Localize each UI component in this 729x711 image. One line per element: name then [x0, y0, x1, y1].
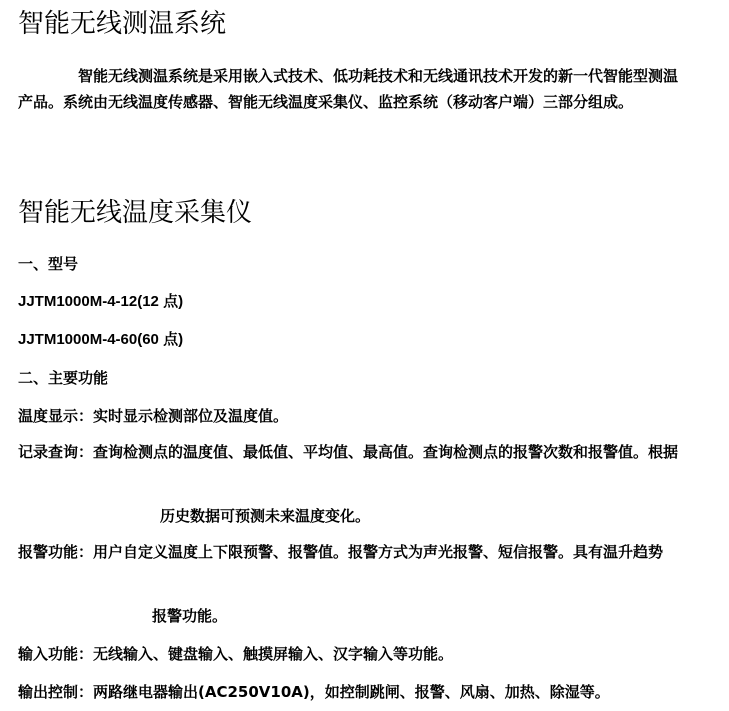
system-intro-paragraph: 智能无线测温系统是采用嵌入式技术、低功耗技术和无线通讯技术开发的新一代智能型测温产品。系统由无线温度传感器、智能无线温度采集仪、监控系统（移动客户端）三部分组成。 [18, 67, 679, 111]
function-input: 输入功能：无线输入、键盘输入、触摸屏输入、汉字输入等功能。 [18, 645, 454, 663]
function-record-query-continued: 历史数据可预测未来温度变化。 [160, 507, 371, 525]
model-item-60: JJTM1000M-4-60(60 点) [18, 331, 184, 348]
function-record-query: 记录查询：查询检测点的温度值、最低值、平均值、最高值。查询检测点的报警次数和报警值。根据 [18, 443, 679, 461]
function-alarm-continued: 报警功能。 [152, 607, 228, 625]
function-heading: 二、主要功能 [18, 369, 109, 387]
model-heading: 一、型号 [18, 255, 79, 273]
function-display: 温度显示：实时显示检测部位及温度值。 [18, 407, 289, 425]
model-item-12: JJTM1000M-4-12(12 点) [18, 293, 184, 310]
collector-title: 智能无线温度采集仪 [18, 198, 253, 228]
system-title: 智能无线测温系统 [18, 9, 227, 39]
function-output: 输出控制：两路继电器输出(AC250V10A)，如控制跳闸、报警、风扇、加热、除湿等。 [18, 683, 610, 701]
function-alarm: 报警功能：用户自定义温度上下限预警、报警值。报警方式为声光报警、短信报警。具有温升趋势 [18, 543, 664, 561]
